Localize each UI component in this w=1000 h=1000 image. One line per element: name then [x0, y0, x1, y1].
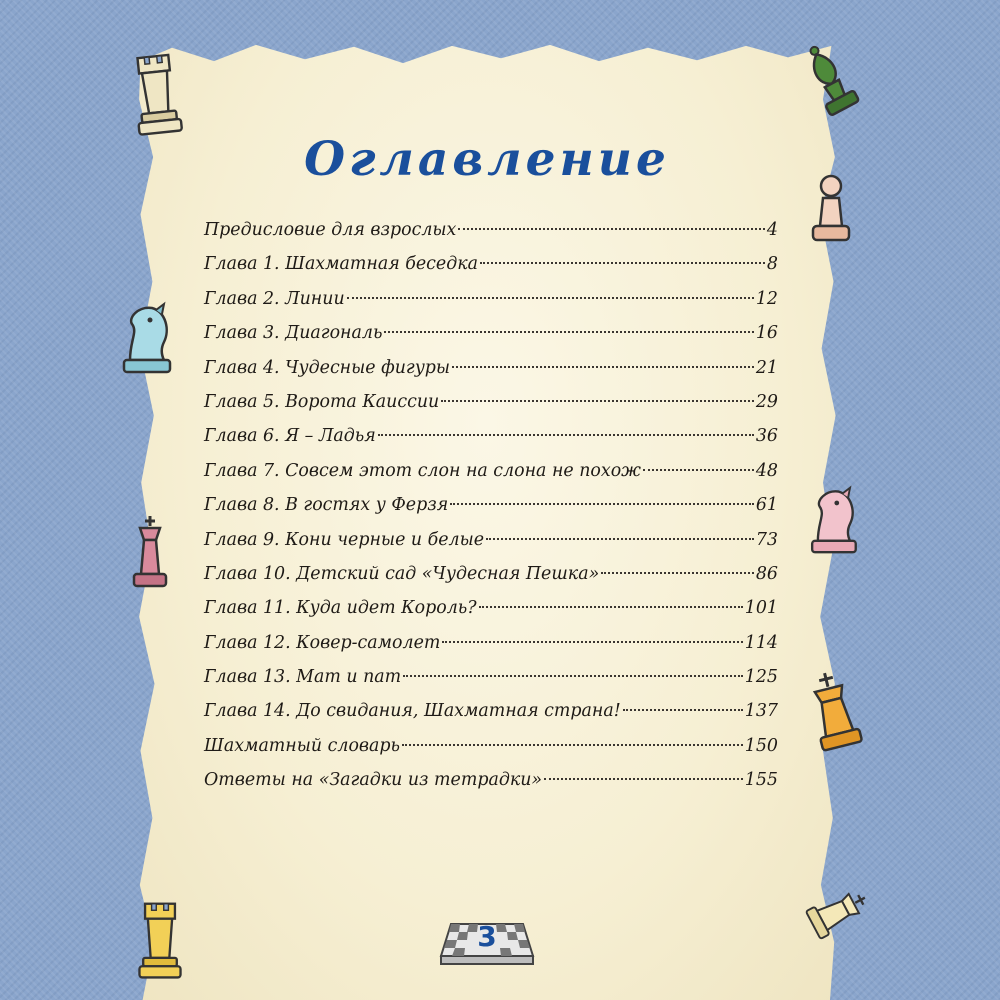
- toc-entry: [204, 426, 778, 460]
- toc-entry-page: 29: [755, 391, 778, 412]
- toc-entry-title: Глава 9. Кони черные и белые: [204, 529, 485, 550]
- dot-leader: [480, 262, 765, 264]
- toc-entry-page: 61: [755, 495, 778, 516]
- toc-entry-title: Глава 3. Диагональ: [204, 323, 383, 344]
- toc-entry: [204, 564, 778, 598]
- toc-entry-title: Глава 12. Ковер-самолет: [204, 632, 441, 653]
- dot-leader: [384, 331, 753, 333]
- toc-entry: [204, 667, 778, 701]
- toc-entry-page: 48: [755, 460, 778, 481]
- toc-entry: [204, 392, 778, 426]
- dot-leader: [623, 709, 743, 711]
- toc-entry-page: 8: [766, 254, 778, 275]
- rook-icon: [132, 900, 188, 984]
- dot-leader: [402, 744, 743, 746]
- dot-leader: [544, 778, 743, 780]
- toc-entry-title: Глава 6. Я – Ладья: [204, 426, 376, 447]
- dot-leader: [486, 538, 754, 540]
- toc-entry-page: 114: [744, 632, 778, 653]
- toc-entry: [204, 701, 778, 735]
- toc-entry-title: Глава 1. Шахматная беседка: [204, 254, 478, 275]
- toc-entry: [204, 530, 778, 564]
- toc-entry-page: 21: [755, 357, 778, 378]
- toc-entry-page: 86: [755, 563, 778, 584]
- toc-entry-title: Глава 2. Линии: [204, 288, 345, 309]
- dot-leader: [442, 641, 742, 643]
- dot-leader: [403, 675, 743, 677]
- toc-entry: [204, 220, 778, 254]
- page-number: 3: [477, 920, 497, 953]
- toc-entry-page: 137: [744, 701, 778, 722]
- toc-entry-title: Глава 10. Детский сад «Чудесная Пешка»: [204, 563, 600, 584]
- toc-entry-title: Глава 5. Ворота Каиссии: [204, 391, 440, 412]
- page-number-badge: [437, 912, 537, 972]
- toc-entry-title: Предисловие для взрослых: [204, 220, 457, 240]
- toc-entry: [204, 254, 778, 288]
- dot-leader: [458, 228, 765, 230]
- toc-entry-title: Глава 11. Куда идет Король?: [204, 598, 477, 619]
- toc-entry-title: Глава 13. Мат и пат: [204, 667, 402, 688]
- toc-entry: [204, 633, 778, 667]
- toc-entry-title: Шахматный словарь: [204, 735, 401, 756]
- dot-leader: [441, 400, 754, 402]
- knight-icon: [116, 300, 176, 376]
- knight-icon: [804, 484, 862, 556]
- toc-entry: [204, 495, 778, 529]
- toc-entry: [204, 358, 778, 392]
- toc-entry: [204, 289, 778, 323]
- toc-entry-page: 36: [755, 426, 778, 447]
- toc-entry-page: 155: [744, 770, 778, 791]
- toc-entry-page: 125: [744, 667, 778, 688]
- toc-entry: [204, 461, 778, 495]
- toc-entry-title: Ответы на «Загадки из тетрадки»: [204, 770, 543, 791]
- toc-entry: [204, 770, 778, 804]
- toc-entry-title: Глава 14. До свидания, Шахматная страна!: [204, 701, 621, 722]
- toc-entry-page: 4: [766, 220, 778, 240]
- toc-entry-page: 150: [744, 735, 778, 756]
- dot-leader: [601, 572, 754, 574]
- rook-icon: [124, 49, 191, 143]
- toc-entry: [204, 323, 778, 357]
- table-of-contents: [204, 220, 778, 805]
- dot-leader: [378, 434, 754, 436]
- dot-leader: [479, 606, 743, 608]
- dot-leader: [452, 366, 754, 368]
- toc-entry-title: Глава 8. В гостях у Ферзя: [204, 495, 449, 516]
- pawn-icon: [808, 172, 854, 248]
- toc-entry-page: 12: [755, 288, 778, 309]
- dot-leader: [643, 469, 754, 471]
- toc-entry: [204, 598, 778, 632]
- toc-entry-title: Глава 4. Чудесные фигуры: [204, 357, 451, 378]
- toc-entry: [204, 736, 778, 770]
- toc-entry-title: Глава 7. Совсем этот слон на слона не похож: [204, 460, 641, 481]
- toc-entry-page: 16: [755, 323, 778, 344]
- page-title: Оглавление: [304, 132, 670, 187]
- queen-icon: [126, 514, 174, 592]
- dot-leader: [450, 503, 754, 505]
- dot-leader: [347, 297, 754, 299]
- toc-entry-page: 101: [744, 598, 778, 619]
- toc-entry-page: 73: [755, 529, 778, 550]
